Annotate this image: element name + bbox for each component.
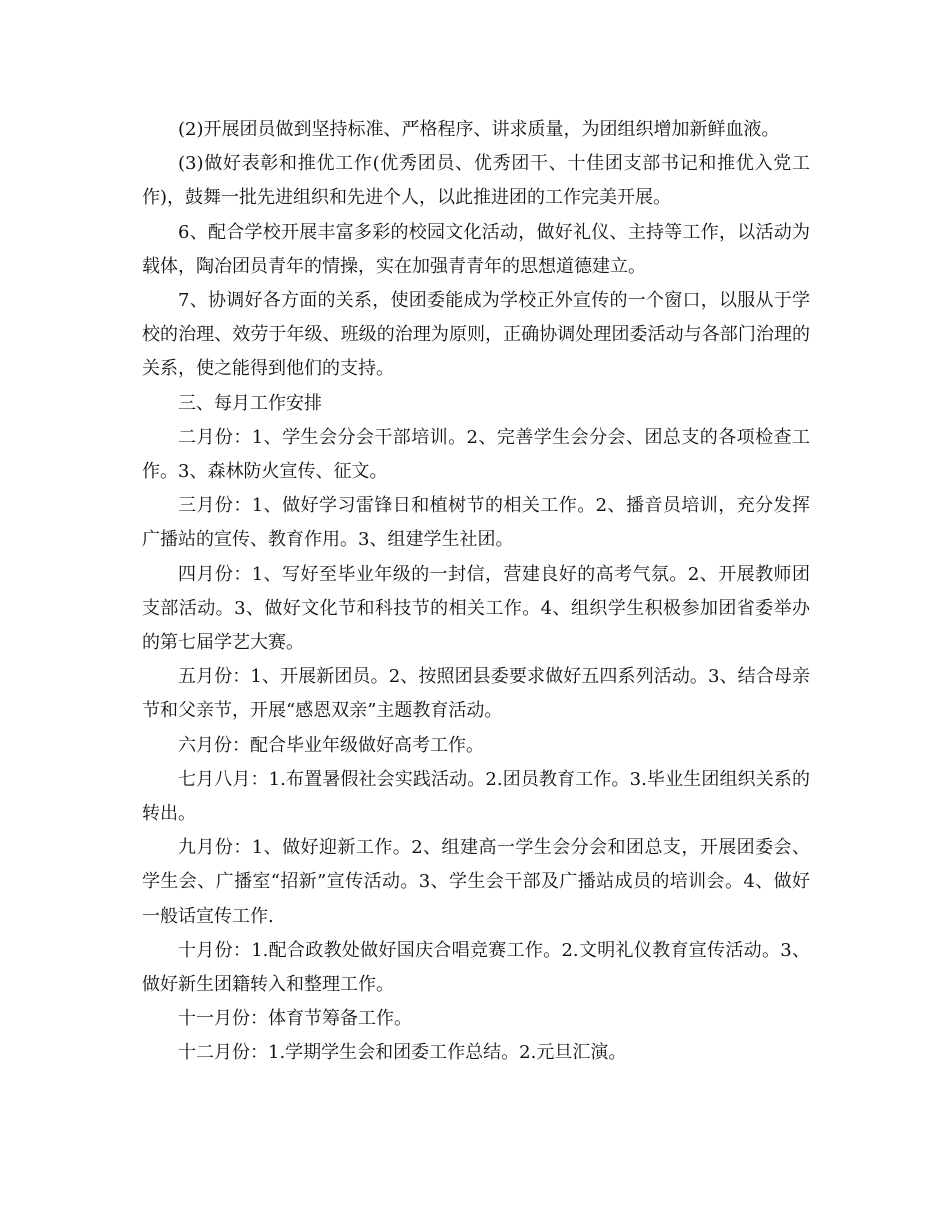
- paragraph-july-august: 七月八月：1.布置暑假社会实践活动。2.团员教育工作。3.毕业生团组织关系的转出。: [142, 768, 810, 825]
- paragraph-november: 十一月份：体育节筹备工作。: [178, 1008, 412, 1030]
- paragraph-coordination: 7、协调好各方面的关系，使团委能成为学校正外宣传的一个窗口，以服从于学校的治理、效劳于年级、班级的治理为原则，正确协调处理团委活动与各部门治理的关系，使之能得到他们的支持。: [142, 290, 810, 380]
- section-heading-monthly-plan: 三、每月工作安排: [178, 392, 322, 414]
- paragraph-may: 五月份：1、开展新团员。2、按照团县委要求做好五四系列活动。3、结合母亲节和父亲节，开展“感恩双亲”主题教育活动。: [142, 666, 810, 722]
- paragraph-commendation: (3)做好表彰和推优工作(优秀团员、优秀团干、十佳团支部书记和推优入党工作)，鼓舞一批先进组织和先进个人，以此推进团的工作完美开展。: [142, 153, 810, 209]
- document-page: [142, 113, 810, 1071]
- paragraph-april: 四月份：1、写好至毕业年级的一封信，营建良好的高考气氛。2、开展教师团支部活动。3、做好文化节和科技节的相关工作。4、组织学生积极参加团省委举办的第七届学艺大赛。: [142, 563, 810, 654]
- paragraph-recruit-members: (2)开展团员做到坚持标准、严格程序、讲求质量，为团组织增加新鲜血液。: [178, 119, 780, 140]
- paragraph-september: 九月份：1、做好迎新工作。2、组建高一学生会分会和团总支，开展团委会、学生会、广播室“招新”宣传活动。3、学生会干部及广播站成员的培训会。4、做好一般话宣传工作.: [142, 837, 810, 927]
- paragraph-june: 六月份：配合毕业年级做好高考工作。: [178, 734, 484, 756]
- paragraph-february: 二月份：1、学生会分会干部培训。2、完善学生会分会、团总支的各项检查工作。3、森林防火宣传、征文。: [142, 426, 810, 483]
- paragraph-campus-culture: 6、配合学校开展丰富多彩的校园文化活动，做好礼仪、主持等工作，以活动为载体，陶冶团员青年的情操，实在加强青青年的思想道德建立。: [142, 221, 810, 277]
- paragraph-december: 十二月份：1.学期学生会和团委工作总结。2.元旦汇演。: [178, 1042, 627, 1064]
- paragraph-march: 三月份：1、做好学习雷锋日和植树节的相关工作。2、播音员培训，充分发挥广播站的宣传、教育作用。3、组建学生社团。: [142, 495, 810, 551]
- paragraph-october: 十月份：1.配合政教处做好国庆合唱竞赛工作。2.文明礼仪教育宣传活动。3、做好新生团籍转入和整理工作。: [142, 939, 810, 996]
